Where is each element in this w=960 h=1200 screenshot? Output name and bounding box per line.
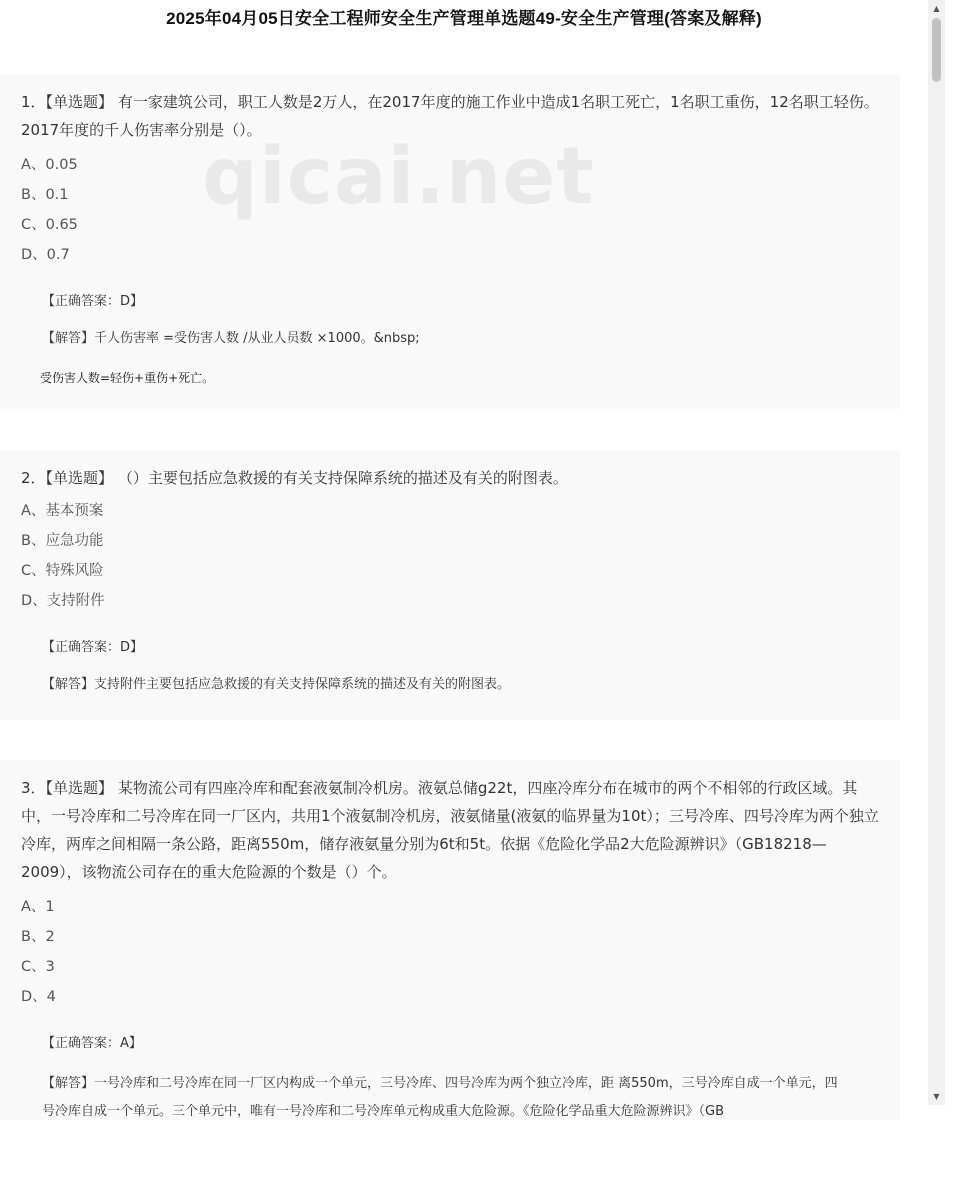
answer-extra-note: 受伤害人数=轻伤+重伤+死亡。 [40, 371, 215, 385]
question-card-1 [0, 74, 900, 409]
correct-answer: 【正确答案：A】 [42, 1036, 142, 1051]
correct-answer: 【正确答案：D】 [42, 294, 144, 309]
answer-explanation: 【解答】千人伤害率 =受伤害人数 /从业人员数 ×1000。&nbsp; [42, 331, 420, 346]
scroll-down-arrow-icon[interactable]: ▼ [933, 1092, 940, 1101]
option-b: B、应急功能 [21, 533, 104, 549]
scroll-up-arrow-icon[interactable]: ▲ [933, 4, 940, 13]
option-c: C、0.65 [21, 217, 78, 233]
question-number: 3． [21, 779, 46, 797]
option-a: A、0.05 [21, 157, 78, 173]
scroll-thumb[interactable] [932, 18, 941, 82]
option-d: D、0.7 [21, 247, 70, 263]
question-stem [21, 464, 879, 492]
answer-block [21, 292, 879, 350]
correct-answer: 【正确答案：D】 [42, 640, 144, 655]
option-d: D、4 [21, 989, 56, 1005]
option-b: B、0.1 [21, 187, 69, 203]
question-card-3 [0, 760, 900, 1120]
question-text: 某物流公司有四座冷库和配套液氨制冷机房。液氨总储g22t，四座冷库分布在城市的两个不相邻的行政区域。其中，一号冷库和二号冷库在同一厂区内，共用1个液氨制冷机房，液氨储量(液氨的临界量为10t）；三号冷库、四号冷库为两个独立冷库，两库之间相隔一条公路，距离550m，储存液氨量分别为6t和5t。依据《危险化学品2大危险源辨识》（GB18218—2009），该物流公司存在的重大危险源的个数是（）个。 [21, 779, 879, 881]
question-type: 【单选题】 [45, 469, 114, 487]
option-a: A、1 [21, 899, 55, 915]
question-stem [21, 774, 879, 886]
option-b: B、2 [21, 929, 55, 945]
watermark-text: qicai.net [202, 132, 595, 222]
option-a: A、基本预案 [21, 503, 104, 519]
vertical-scrollbar[interactable] [928, 0, 945, 1105]
question-stem [21, 88, 879, 144]
option-c: C、特殊风险 [21, 563, 104, 579]
question-card-2 [0, 450, 900, 720]
question-number: 2． [21, 469, 46, 487]
question-text: （）主要包括应急救援的有关支持保障系统的描述及有关的附图表。 [117, 469, 568, 487]
question-type: 【单选题】 [45, 779, 114, 797]
option-d: D、支持附件 [21, 593, 105, 609]
answer-explanation: 【解答】支持附件主要包括应急救援的有关支持保障系统的描述及有关的附图表。 [42, 677, 511, 692]
answer-block [21, 638, 879, 696]
answer-block [21, 1034, 879, 1126]
page-title: 2025年04月05日安全工程师安全生产管理单选题49-安全生产管理(答案及解释) [166, 9, 762, 28]
option-c: C、3 [21, 959, 55, 975]
question-type: 【单选题】 [45, 93, 114, 111]
answer-explanation: 【解答】一号冷库和二号冷库在同一厂区内构成一个单元，三号冷库、四号冷库为两个独立冷库，距 离550m，三号冷库自成一个单元，四号冷库自成一个单元。三个单元中，唯有一号冷库和二号冷库单元构成重大危险源。《危险化学品重大危险源辨识》（GB [42, 1076, 838, 1119]
question-number: 1． [21, 93, 46, 111]
question-text: 有一家建筑公司，职工人数是2万人，在2017年度的施工作业中造成1名职工死亡，1名职工重伤，12名职工轻伤。2017年度的千人伤害率分别是（）。 [21, 93, 879, 139]
